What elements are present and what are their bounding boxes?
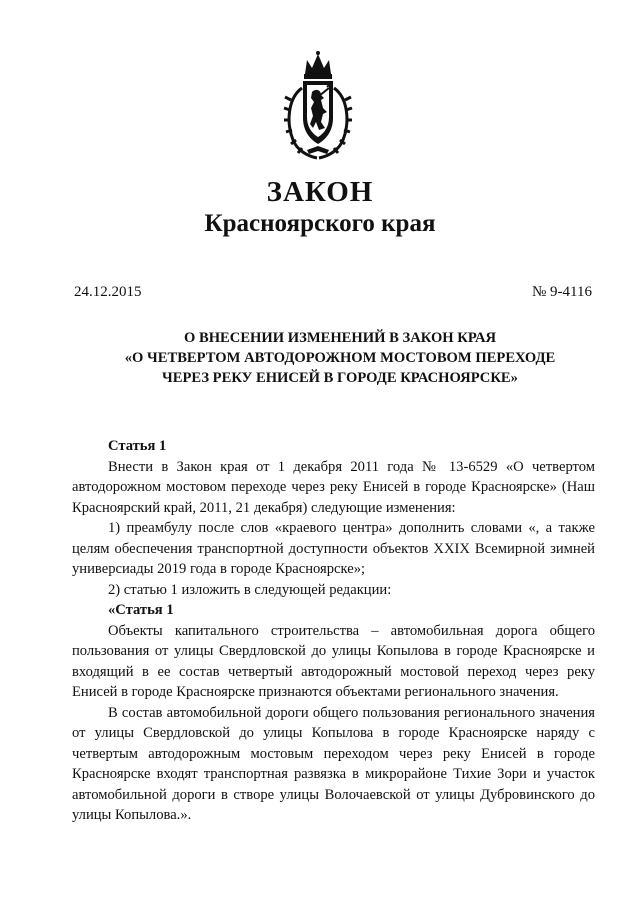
law-heading-line: ЧЕРЕЗ РЕКУ ЕНИСЕЙ В ГОРОДЕ КРАСНОЯРСКЕ» <box>162 370 518 386</box>
quoted-paragraph: В состав автомобильной дороги общего пользования регионального значения от улицы Свердловской до улицы Копылова в городе Красноярске наряду с четвертым автодорожным мостовым переходом через реку Енисей в городе Красноярске входят транспортная развязка в микрорайоне Тихие Зори и участок автомобильной дороги в створе улицы Волочаевской от улицы Дубровинского до улицы Копылова.». <box>72 704 595 823</box>
law-body <box>72 436 595 826</box>
law-heading-line: «О ЧЕТВЕРТОМ АВТОДОРОЖНОМ МОСТОВОМ ПЕРЕХОДЕ <box>124 350 556 366</box>
quoted-article-heading: «Статья 1 <box>108 602 174 618</box>
law-heading <box>90 328 590 388</box>
body-paragraph: Внести в Закон края от 1 декабря 2011 года № 13-6529 «О четвертом автодорожном мостовом переходе через реку Енисей в городе Красноярске» (Наш Красноярский край, 2011, 21 декабря) следующие изменения: <box>72 458 595 516</box>
document-date: 24.12.2015 <box>74 284 142 300</box>
article-heading: Статья 1 <box>108 438 167 454</box>
law-heading-line: О ВНЕСЕНИИ ИЗМЕНЕНИЙ В ЗАКОН КРАЯ <box>183 330 497 346</box>
document-number: № 9-4116 <box>532 284 592 300</box>
coat-of-arms-emblem-icon <box>283 50 353 162</box>
document-subtitle: Красноярского края <box>204 210 436 237</box>
body-paragraph: 2) статью 1 изложить в следующей редакции: <box>108 581 392 598</box>
body-paragraph: 1) преамбулу после слов «краевого центра» дополнить словами «, а также целям обеспечения транспортной доступности объектов XXIX Всемирной зимней универсиады 2019 года в городе Красноярске»; <box>72 520 595 577</box>
quoted-paragraph: Объекты капитального строительства – автомобильная дорога общего пользования от улицы Свердловской до улицы Копылова в городе Красноярске и входящий в ее состав четвертый автодорожный мостовой переход через реку Енисей в городе Красноярске признаются объектами регионального значения. <box>72 622 595 700</box>
document-title: ЗАКОН <box>266 176 374 208</box>
